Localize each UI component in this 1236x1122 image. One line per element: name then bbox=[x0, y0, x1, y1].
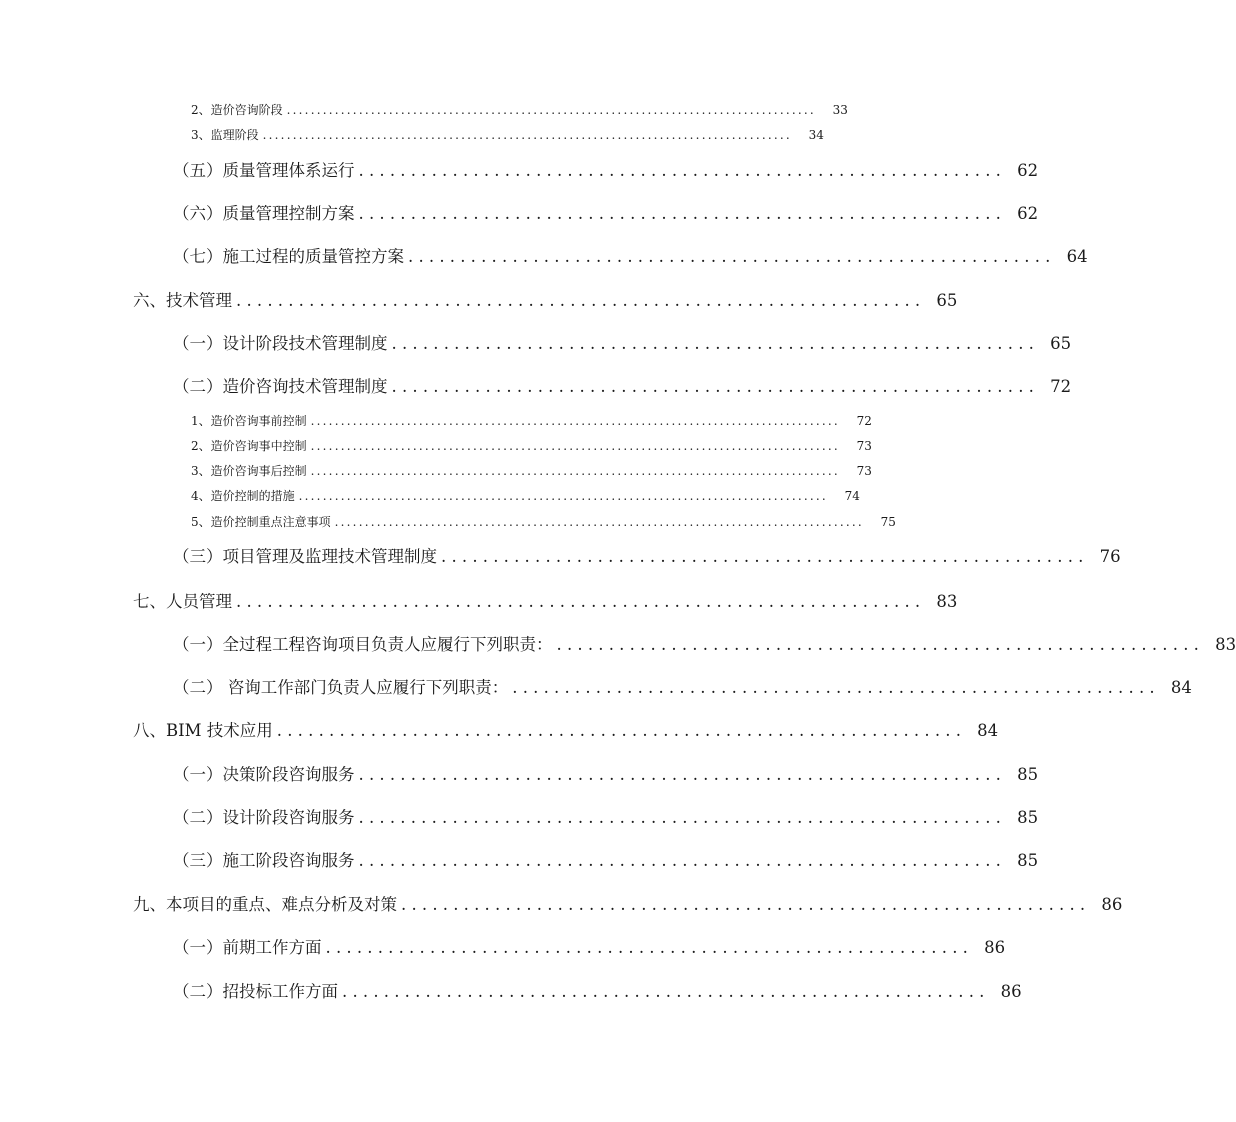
dot-leader: .............................................................. bbox=[391, 334, 1040, 353]
dot-leader: ........................................................................................ bbox=[310, 439, 840, 453]
toc-entry-title: 六、技术管理 bbox=[133, 291, 232, 310]
toc-entry-title: 3、造价咨询事后控制 bbox=[191, 464, 307, 478]
toc-entry-title: （二） 咨询工作部门负责人应履行下列职责： bbox=[173, 678, 509, 697]
toc-entry-title: （二）造价咨询技术管理制度 bbox=[173, 377, 388, 396]
toc-entry-page: 73 bbox=[856, 464, 872, 478]
toc-entry-title: （二）招投标工作方面 bbox=[173, 982, 338, 1001]
toc-entry-page: 75 bbox=[880, 515, 896, 529]
toc-entry-title: （一）前期工作方面 bbox=[173, 938, 322, 957]
toc-entry bbox=[191, 462, 872, 480]
toc-entry-page: 72 bbox=[1050, 377, 1072, 396]
toc-entry bbox=[173, 373, 1072, 397]
toc-entry bbox=[173, 674, 1192, 698]
toc-entry-page: 86 bbox=[984, 938, 1006, 957]
toc-entry bbox=[173, 157, 1039, 181]
toc-entry bbox=[173, 978, 1022, 1002]
dot-leader: .............................................................. bbox=[358, 765, 1007, 784]
dot-leader: .............................................................. bbox=[358, 851, 1007, 870]
toc-entry-page: 65 bbox=[936, 291, 958, 310]
toc-entry-title: 1、造价咨询事前控制 bbox=[191, 414, 307, 428]
dot-leader: ........................................................................................ bbox=[310, 414, 840, 428]
toc-entry bbox=[133, 588, 958, 612]
dot-leader: .............................................................. bbox=[556, 635, 1205, 654]
toc-entry-title: 八、BIM 技术应用 bbox=[133, 721, 273, 740]
toc-entry-page: 76 bbox=[1099, 547, 1121, 566]
dot-leader: ........................................................................................ bbox=[310, 464, 840, 478]
dot-leader: .............................................................. bbox=[358, 161, 1007, 180]
toc-entry-page: 85 bbox=[1017, 765, 1039, 784]
toc-entry bbox=[191, 412, 872, 430]
dot-leader: .................................................................. bbox=[236, 291, 926, 310]
toc-entry bbox=[191, 487, 860, 505]
dot-leader: .............................................................. bbox=[358, 808, 1007, 827]
toc-entry bbox=[173, 200, 1039, 224]
toc-entry-title: （三）施工阶段咨询服务 bbox=[173, 851, 355, 870]
toc-entry bbox=[173, 847, 1039, 871]
dot-leader: .............................................................. bbox=[512, 678, 1160, 697]
toc-entry bbox=[133, 891, 1123, 915]
toc-entry-title: （一）设计阶段技术管理制度 bbox=[173, 334, 388, 353]
toc-entry-title: 2、造价咨询事中控制 bbox=[191, 439, 307, 453]
toc-entry-page: 74 bbox=[844, 489, 860, 503]
toc-entry bbox=[133, 287, 958, 311]
toc-entry-title: 七、人员管理 bbox=[133, 592, 232, 611]
toc-entry bbox=[191, 126, 824, 144]
toc-entry-title: 九、本项目的重点、难点分析及对策 bbox=[133, 895, 397, 914]
toc-entry bbox=[191, 513, 896, 531]
toc-entry bbox=[173, 243, 1088, 267]
dot-leader: .............................................................. bbox=[342, 982, 990, 1001]
toc-entry-title: 2、造价咨询阶段 bbox=[191, 103, 283, 117]
toc-entry bbox=[133, 717, 999, 741]
dot-leader: ........................................................................................ bbox=[334, 515, 864, 529]
toc-entry-title: （二）设计阶段咨询服务 bbox=[173, 808, 355, 827]
toc-entry bbox=[191, 437, 872, 455]
toc-entry-page: 83 bbox=[936, 592, 958, 611]
toc-entry bbox=[173, 330, 1072, 354]
toc-entry-page: 84 bbox=[1170, 678, 1192, 697]
toc-entry-page: 83 bbox=[1215, 635, 1236, 654]
toc-entry-title: 5、造价控制重点注意事项 bbox=[191, 515, 331, 529]
toc-entry bbox=[173, 543, 1121, 567]
toc-entry-title: 3、监理阶段 bbox=[191, 128, 259, 142]
toc-entry-title: （一）决策阶段咨询服务 bbox=[173, 765, 355, 784]
dot-leader: ........................................................................................ bbox=[298, 489, 828, 503]
toc-entry-page: 33 bbox=[832, 103, 848, 117]
toc-entry-title: （三）项目管理及监理技术管理制度 bbox=[173, 547, 437, 566]
toc-entry-page: 34 bbox=[808, 128, 824, 142]
toc-entry-page: 65 bbox=[1050, 334, 1072, 353]
dot-leader: .................................................................. bbox=[276, 721, 967, 740]
toc-entry bbox=[191, 101, 848, 119]
toc-entry bbox=[173, 804, 1039, 828]
toc-entry-page: 85 bbox=[1017, 808, 1039, 827]
dot-leader: .............................................................. bbox=[325, 938, 974, 957]
dot-leader: .............................................................. bbox=[408, 247, 1056, 266]
toc-entry-title: （五）质量管理体系运行 bbox=[173, 161, 355, 180]
dot-leader: .............................................................. bbox=[391, 377, 1040, 396]
toc-entry-page: 62 bbox=[1017, 204, 1039, 223]
toc-entry-page: 62 bbox=[1017, 161, 1039, 180]
toc-entry-title: （六）质量管理控制方案 bbox=[173, 204, 355, 223]
dot-leader: ........................................................................................ bbox=[286, 103, 816, 117]
toc-entry bbox=[173, 631, 1236, 655]
dot-leader: .............................................................. bbox=[358, 204, 1007, 223]
toc-entry bbox=[173, 761, 1039, 785]
toc-entry-page: 86 bbox=[1000, 982, 1022, 1001]
toc-entry-title: 4、造价控制的措施 bbox=[191, 489, 295, 503]
dot-leader: .................................................................. bbox=[236, 592, 926, 611]
toc-entry-page: 85 bbox=[1017, 851, 1039, 870]
toc-entry-title: （一）全过程工程咨询项目负责人应履行下列职责： bbox=[173, 635, 553, 654]
toc-entry-page: 84 bbox=[977, 721, 999, 740]
dot-leader: .................................................................. bbox=[401, 895, 1091, 914]
toc-entry bbox=[173, 934, 1006, 958]
toc-entry-page: 64 bbox=[1066, 247, 1088, 266]
toc-entry-title: （七）施工过程的质量管控方案 bbox=[173, 247, 404, 266]
toc-entry-page: 86 bbox=[1101, 895, 1123, 914]
dot-leader: ........................................................................................ bbox=[262, 128, 792, 142]
dot-leader: .............................................................. bbox=[441, 547, 1089, 566]
toc-entry-page: 72 bbox=[856, 414, 872, 428]
toc-entry-page: 73 bbox=[856, 439, 872, 453]
